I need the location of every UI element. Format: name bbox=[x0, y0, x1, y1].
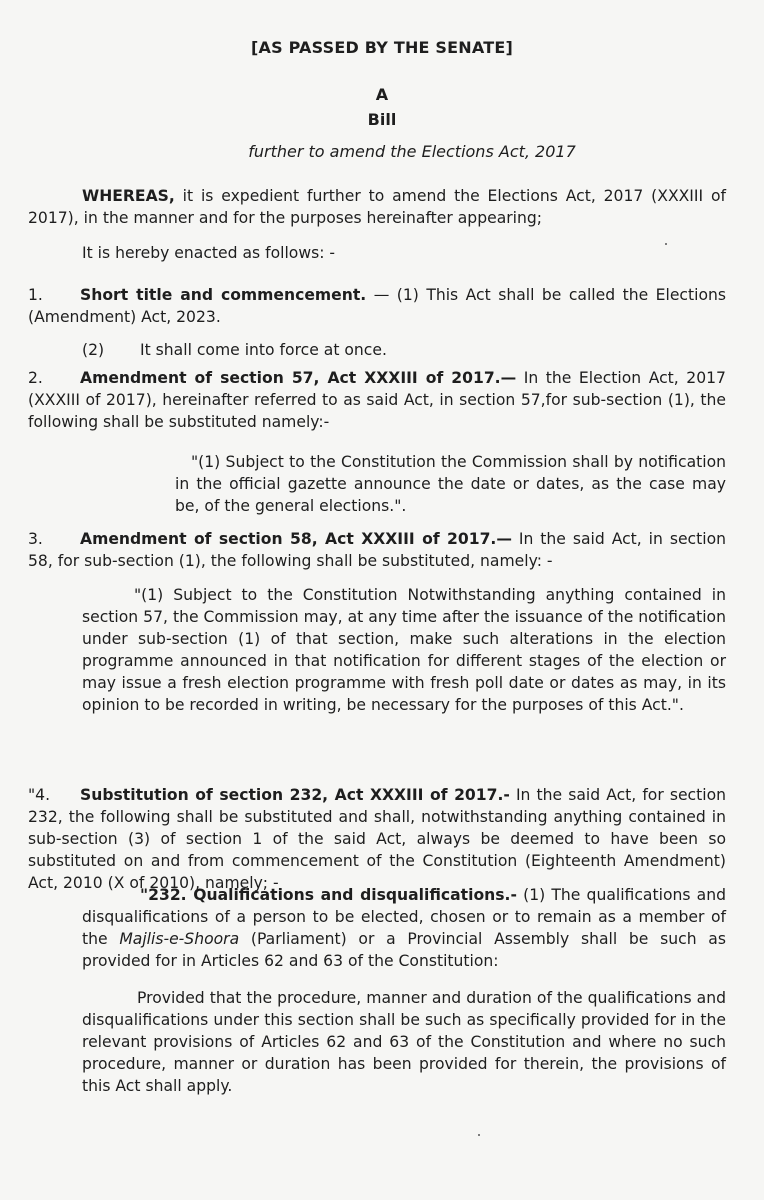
title-a: A bbox=[375, 85, 389, 104]
section-232-quote bbox=[82, 884, 726, 972]
scan-speck bbox=[665, 243, 667, 245]
section-2-heading: Amendment of section 57, Act XXXIII of 2017.— bbox=[80, 369, 517, 387]
preamble-lead: WHEREAS, bbox=[82, 187, 175, 205]
section-232-heading: "232. Qualifications and disqualifications.- bbox=[140, 886, 517, 904]
section-2-text: In the Election Act, 2017 (XXXIII of 2017), hereinafter referred to as said Act, in section 57,for sub-section (1), the following shall be substituted namely:- bbox=[28, 369, 726, 431]
section-3-heading: Amendment of section 58, Act XXXIII of 2017.— bbox=[80, 530, 512, 548]
preamble-text: it is expedient further to amend the Elections Act, 2017 (XXXIII of 2017), in the manner and for the purposes hereinafter appearing; bbox=[28, 187, 726, 227]
section-1-text: — (1) This Act shall be called the Elections (Amendment) Act, 2023. bbox=[28, 286, 727, 326]
preamble bbox=[28, 185, 726, 229]
section-4-heading: Substitution of section 232, Act XXXIII of 2017.- bbox=[80, 786, 510, 804]
section-2 bbox=[28, 367, 726, 433]
section-1 bbox=[28, 284, 726, 328]
scan-speck bbox=[478, 1134, 480, 1136]
section-1-heading: Short title and commencement. bbox=[80, 286, 367, 304]
section-3-number: 3. bbox=[28, 530, 43, 548]
section-2-quote-text: "(1) Subject to the Constitution the Commission shall by notification in the official gazette announce the date or dates, as the case may be, of the general elections.". bbox=[175, 453, 726, 515]
bill-subtitle: further to amend the Elections Act, 2017 bbox=[248, 142, 576, 161]
section-232-italic: Majlis-e-Shoora bbox=[119, 930, 240, 948]
section-3 bbox=[28, 528, 726, 572]
section-232-text-1: (1) The qualifications and disqualifications of a person to be elected, chosen or to remain as a member of the bbox=[82, 886, 726, 948]
section-3-quote bbox=[82, 584, 726, 716]
section-2-quote bbox=[175, 451, 726, 517]
title-bill: Bill bbox=[367, 110, 397, 129]
section-4-text: In the said Act, for section 232, the following shall be substituted and shall, notwithstanding anything contained in sub-section (3) of section 1 of the said Act, always be deemed to have been so substituted on and from commencement of the Constitution (Eighteenth Amendment) Act, 2010 (X of 2010), namely; - bbox=[28, 786, 727, 892]
section-232-proviso bbox=[82, 987, 726, 1097]
section-3-quote-text: "(1) Subject to the Constitution Notwithstanding anything contained in section 57, the Commission may, at any time after the issuance of the notification under sub-section (1) of that section, make such alterations in the election programme announced in that notification for different stages of the election or may issue a fresh election programme with fresh poll date or dates as may, in its opinion to be recorded in writing, be necessary for the purposes of this Act.". bbox=[82, 586, 726, 714]
section-232-text-2: (Parliament) or a Provincial Assembly shall be such as provided for in Articles 62 and 63 of the Constitution: bbox=[82, 930, 726, 970]
section-1-subsection-2 bbox=[82, 339, 682, 361]
section-4-number: "4. bbox=[28, 786, 51, 804]
section-1-number: 1. bbox=[28, 286, 43, 304]
enacted-clause: It is hereby enacted as follows: - bbox=[82, 244, 336, 262]
senate-header: [AS PASSED BY THE SENATE] bbox=[251, 38, 513, 57]
section-4 bbox=[28, 784, 726, 894]
section-3-text: In the said Act, in section 58, for sub-section (1), the following shall be substituted, namely: - bbox=[28, 530, 726, 570]
section-232-proviso-text: Provided that the procedure, manner and duration of the qualifications and disqualifications under this section shall be such as specifically provided for in the relevant provisions of Articles 62 and 63 of the Constitution and where no such procedure, manner or duration has been provided for therein, the provisions of this Act shall apply. bbox=[82, 989, 726, 1095]
section-2-number: 2. bbox=[28, 369, 43, 387]
section-1-sub2-number: (2) bbox=[82, 341, 105, 359]
section-1-sub2-text: It shall come into force at once. bbox=[140, 341, 387, 359]
